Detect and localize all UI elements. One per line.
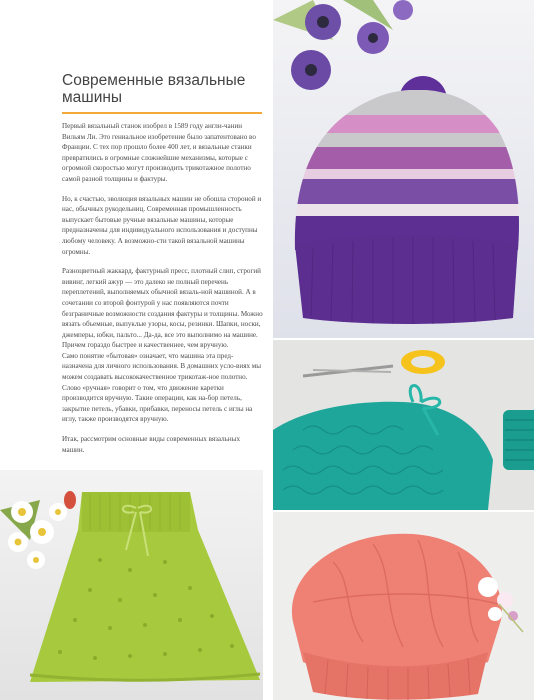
teal-knit-image <box>273 340 534 510</box>
paragraph-household-machines: Но, к счастью, эволюция вязальных машин не обошла стороной и нас, обычных рукодельниц. Современная промышленность выпускает бытовые ручные вязальные машины, которые предназначены для индивидуального использования и доступны любому человеку. А возможно-сти такой вязальной машины огромны. <box>62 194 262 256</box>
hat-brim <box>295 235 518 324</box>
yarn-spool <box>503 410 534 470</box>
coral-hat-image <box>273 512 534 700</box>
green-skirt-image <box>0 470 263 700</box>
photo-coral-hat <box>273 512 534 700</box>
article-body <box>62 121 263 464</box>
striped-hat-image <box>273 0 534 338</box>
photo-striped-hat <box>273 0 534 338</box>
photo-green-skirt <box>0 470 263 700</box>
article-title: Современные вязальные машины <box>62 72 246 106</box>
paragraph-conclusion: Итак, рассмотрим основные виды современных вязальных машин. <box>62 435 240 454</box>
photo-teal-knit <box>273 340 534 510</box>
paragraph-definition: Само понятие «бытовая» означает, что машина эта пред-назначена для личного использования. В домашних усло-виях мы можем создавать высококачественное трикотаж-ное полотно. Слово «ручная» говорит о том, что движение каретки производится вручную. Такие операции, как на-бор петель, закрытие петель, убавки, прибавки, переносы петель с иглы на иглу, также производятся вручную. <box>62 351 262 424</box>
title-accent-rule <box>62 112 262 114</box>
paragraph-techniques: Разноцветный жаккард, фактурный пресс, плотный слип, строгий вивинг, легкий ажур — это далеко не полный перечень переплетений, выполняемых обычной вязаль-ной машиной. А в сочетании со второй фонтурой у нас появляются почти безграничные возможности создания фактуры и толщины. Можно вязать объемные, выпуклые узоры, косы, резинки. Шапки, носки, джемперы, юбки, пальто... Да-да, все это выполнимо на машине. Причем гораздо быстрее и качественнее, чем вручную. <box>62 267 263 350</box>
paragraph-history: Первый вязальный станок изобрел в 1589 году англи-чанин Вильям Ли. Это гениальное изобретение было запатентовано во Франции. С тех пор прошло более 400 лет, и вязальные станки превратились в огромные сложнейшие механизмы, которые с огромной скоростью могут производить трикотажное полотно самой разной толщины и фактуры. <box>62 122 256 183</box>
